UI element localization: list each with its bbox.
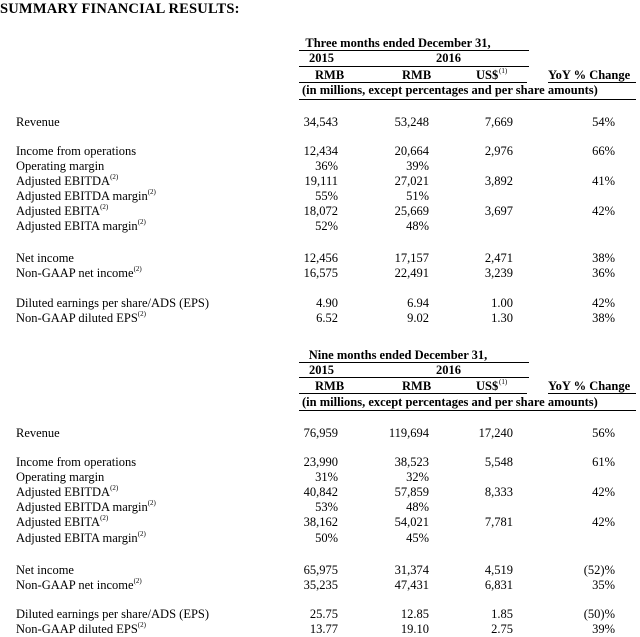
value-rmb-2016: 51% [406,189,429,203]
value-rmb-2016: 45% [406,531,429,545]
value-rmb-2016: 54,021 [394,515,429,529]
value-rmb-2015: 35,235 [303,578,338,592]
table-header-bottom-rule [299,410,636,411]
row-label [16,426,60,441]
row-label [16,563,74,578]
table-row [0,311,640,325]
value-usd-2016: 6,831 [484,578,513,592]
value-usd-2016: 1.30 [491,311,513,325]
row-label-text: Revenue [16,426,60,440]
page-title: SUMMARY FINANCIAL RESULTS: [0,1,240,17]
value-yoy-change: 38% [592,251,615,265]
value-usd-2016: 7,669 [484,115,513,129]
row-label-text: Non-GAAP diluted EPS [16,311,138,325]
table-row [0,144,640,158]
value-yoy-change: (52)% [583,563,615,577]
value-rmb-2015: 4.90 [316,296,338,310]
value-rmb-2016: 6.94 [407,296,429,310]
value-usd-2016: 3,697 [484,204,513,218]
value-rmb-2015: 31% [315,470,338,484]
value-rmb-2015: 52% [315,219,338,233]
row-label-text: Adjusted EBITA margin [16,531,138,545]
row-label-text: Diluted earnings per share/ADS (EPS) [16,607,210,621]
row-label-text: Adjusted EBITDA margin [16,189,148,203]
row-label [16,531,146,546]
col-rmb-2015: RMB [315,68,345,82]
value-rmb-2015: 12,434 [303,144,338,158]
units-note: (in millions, except percentages and per share amounts) [302,83,598,97]
row-label [16,607,209,622]
row-label-text: Adjusted EBITA margin [16,219,138,233]
table-row [0,266,640,280]
column-rule [299,393,527,394]
row-label [16,515,108,530]
row-label [16,219,146,234]
value-rmb-2016: 19.10 [400,622,429,636]
col-rmb-2015: RMB [315,379,345,393]
value-rmb-2016: 39% [406,159,429,173]
row-label [16,204,108,219]
row-label [16,578,142,593]
value-yoy-change: 66% [592,144,615,158]
value-rmb-2015: 65,975 [303,563,338,577]
value-rmb-2015: 16,575 [303,266,338,280]
col-yoy-change: YoY % Change [548,68,631,82]
row-label [16,189,156,204]
footnote-marker: (2) [147,499,156,507]
table-row [0,296,640,310]
col-rmb-2016: RMB [402,379,432,393]
value-rmb-2016: 47,431 [394,578,429,592]
row-label [16,296,209,311]
year-2015-header: 2015 [309,363,334,377]
row-label-text: Adjusted EBITDA [16,485,111,499]
table-row [0,470,640,484]
value-rmb-2016: 27,021 [394,174,429,188]
table-row [0,515,640,529]
value-rmb-2015: 55% [315,189,338,203]
col-rmb-2016: RMB [402,68,432,82]
row-label-text: Net income [16,251,74,265]
table-row [0,426,640,440]
year-rule [299,66,529,67]
value-yoy-change: 42% [592,485,615,499]
table-row [0,251,640,265]
value-rmb-2015: 36% [315,159,338,173]
period-header: Nine months ended December 31, [308,348,488,362]
value-yoy-change: 61% [592,455,615,469]
value-usd-2016: 2.75 [491,622,513,636]
row-label-text: Adjusted EBITA [16,204,101,218]
table-row [0,189,640,203]
period-header: Three months ended December 31, [305,36,491,50]
row-label-text: Adjusted EBITDA [16,174,111,188]
value-yoy-change: 56% [592,426,615,440]
value-rmb-2015: 23,990 [303,455,338,469]
value-yoy-change: 39% [592,622,615,636]
row-label-text: Operating margin [16,159,105,173]
value-rmb-2016: 48% [406,500,429,514]
row-label-text: Diluted earnings per share/ADS (EPS) [16,296,210,310]
value-usd-2016: 17,240 [478,426,513,440]
value-usd-2016: 7,781 [484,515,513,529]
row-label-text: Income from operations [16,455,137,469]
year-2015-header: 2015 [309,51,334,65]
footnote-marker: (2) [137,218,146,226]
table-row [0,578,640,592]
table-row [0,174,640,188]
value-rmb-2015: 34,543 [303,115,338,129]
value-usd-2016: 5,548 [484,455,513,469]
units-note: (in millions, except percentages and per share amounts) [302,395,598,409]
row-label-text: Net income [16,563,74,577]
value-usd-2016: 8,333 [484,485,513,499]
value-rmb-2016: 20,664 [394,144,429,158]
row-label-text: Non-GAAP diluted EPS [16,622,138,636]
value-rmb-2015: 76,959 [303,426,338,440]
table-row [0,159,640,173]
value-rmb-2016: 48% [406,219,429,233]
row-label [16,159,104,174]
value-rmb-2016: 25,669 [394,204,429,218]
value-rmb-2015: 50% [315,531,338,545]
value-yoy-change: 54% [592,115,615,129]
year-rule [299,377,529,378]
row-label-text: Income from operations [16,144,137,158]
footnote-marker: (2) [133,265,142,273]
row-label [16,174,118,189]
row-label-text: Adjusted EBITDA margin [16,500,148,514]
value-yoy-change: (50)% [583,607,615,621]
row-label [16,500,156,515]
value-rmb-2016: 119,694 [388,426,429,440]
row-label [16,144,136,159]
row-label [16,622,146,637]
value-rmb-2016: 17,157 [394,251,429,265]
footnote-marker: (2) [137,310,146,318]
value-rmb-2016: 12.85 [400,607,429,621]
col-usd-2016: US$ [476,68,499,82]
value-rmb-2015: 53% [315,500,338,514]
value-rmb-2015: 18,072 [303,204,338,218]
value-rmb-2016: 9.02 [407,311,429,325]
value-yoy-change: 42% [592,515,615,529]
value-usd-2016: 3,239 [484,266,513,280]
value-usd-2016: 1.85 [491,607,513,621]
value-rmb-2016: 38,523 [394,455,429,469]
footnote-marker: (2) [147,188,156,196]
row-label-text: Revenue [16,115,60,129]
value-usd-2016: 3,892 [484,174,513,188]
table-row [0,219,640,233]
footnote-marker: (2) [100,514,109,522]
value-rmb-2016: 31,374 [394,563,429,577]
footnote-marker: (2) [110,173,119,181]
row-label [16,266,142,281]
table-row [0,115,640,129]
value-usd-2016: 2,471 [484,251,513,265]
value-usd-2016: 1.00 [491,296,513,310]
table-row [0,563,640,577]
footnote-marker: (2) [137,530,146,538]
value-rmb-2015: 19,111 [304,174,338,188]
table-row [0,204,640,218]
col-usd-footnote: (1) [499,378,508,386]
row-label [16,470,104,485]
row-label [16,485,118,500]
value-yoy-change: 38% [592,311,615,325]
value-rmb-2016: 57,859 [394,485,429,499]
value-yoy-change: 35% [592,578,615,592]
row-label [16,455,136,470]
value-rmb-2016: 22,491 [394,266,429,280]
value-usd-2016: 4,519 [484,563,513,577]
table-row [0,531,640,545]
year-2016-header: 2016 [436,51,461,65]
row-label-text: Non-GAAP net income [16,266,134,280]
value-rmb-2015: 38,162 [303,515,338,529]
value-rmb-2015: 40,842 [303,485,338,499]
table-row [0,500,640,514]
value-usd-2016: 2,976 [484,144,513,158]
value-rmb-2015: 12,456 [303,251,338,265]
col-usd-footnote: (1) [499,67,508,75]
year-2016-header: 2016 [436,363,461,377]
value-rmb-2015: 13.77 [309,622,338,636]
table-row [0,455,640,469]
row-label-text: Adjusted EBITA [16,515,101,529]
footnote-marker: (2) [100,203,109,211]
value-rmb-2016: 32% [406,470,429,484]
table-row [0,485,640,499]
value-yoy-change: 41% [592,174,615,188]
table-header-bottom-rule [299,99,636,100]
row-label [16,115,60,130]
footnote-marker: (2) [137,621,146,629]
col-usd-2016: US$ [476,379,499,393]
row-label [16,251,74,266]
col-yoy-change: YoY % Change [548,379,631,393]
row-label [16,311,146,326]
value-yoy-change: 42% [592,296,615,310]
value-rmb-2015: 6.52 [316,311,338,325]
yoy-column-rule [548,393,636,394]
row-label-text: Non-GAAP net income [16,578,134,592]
value-yoy-change: 36% [592,266,615,280]
footnote-marker: (2) [110,484,119,492]
value-rmb-2016: 53,248 [394,115,429,129]
value-rmb-2015: 25.75 [309,607,338,621]
table-row [0,607,640,621]
value-yoy-change: 42% [592,204,615,218]
footnote-marker: (2) [133,577,142,585]
row-label-text: Operating margin [16,470,105,484]
